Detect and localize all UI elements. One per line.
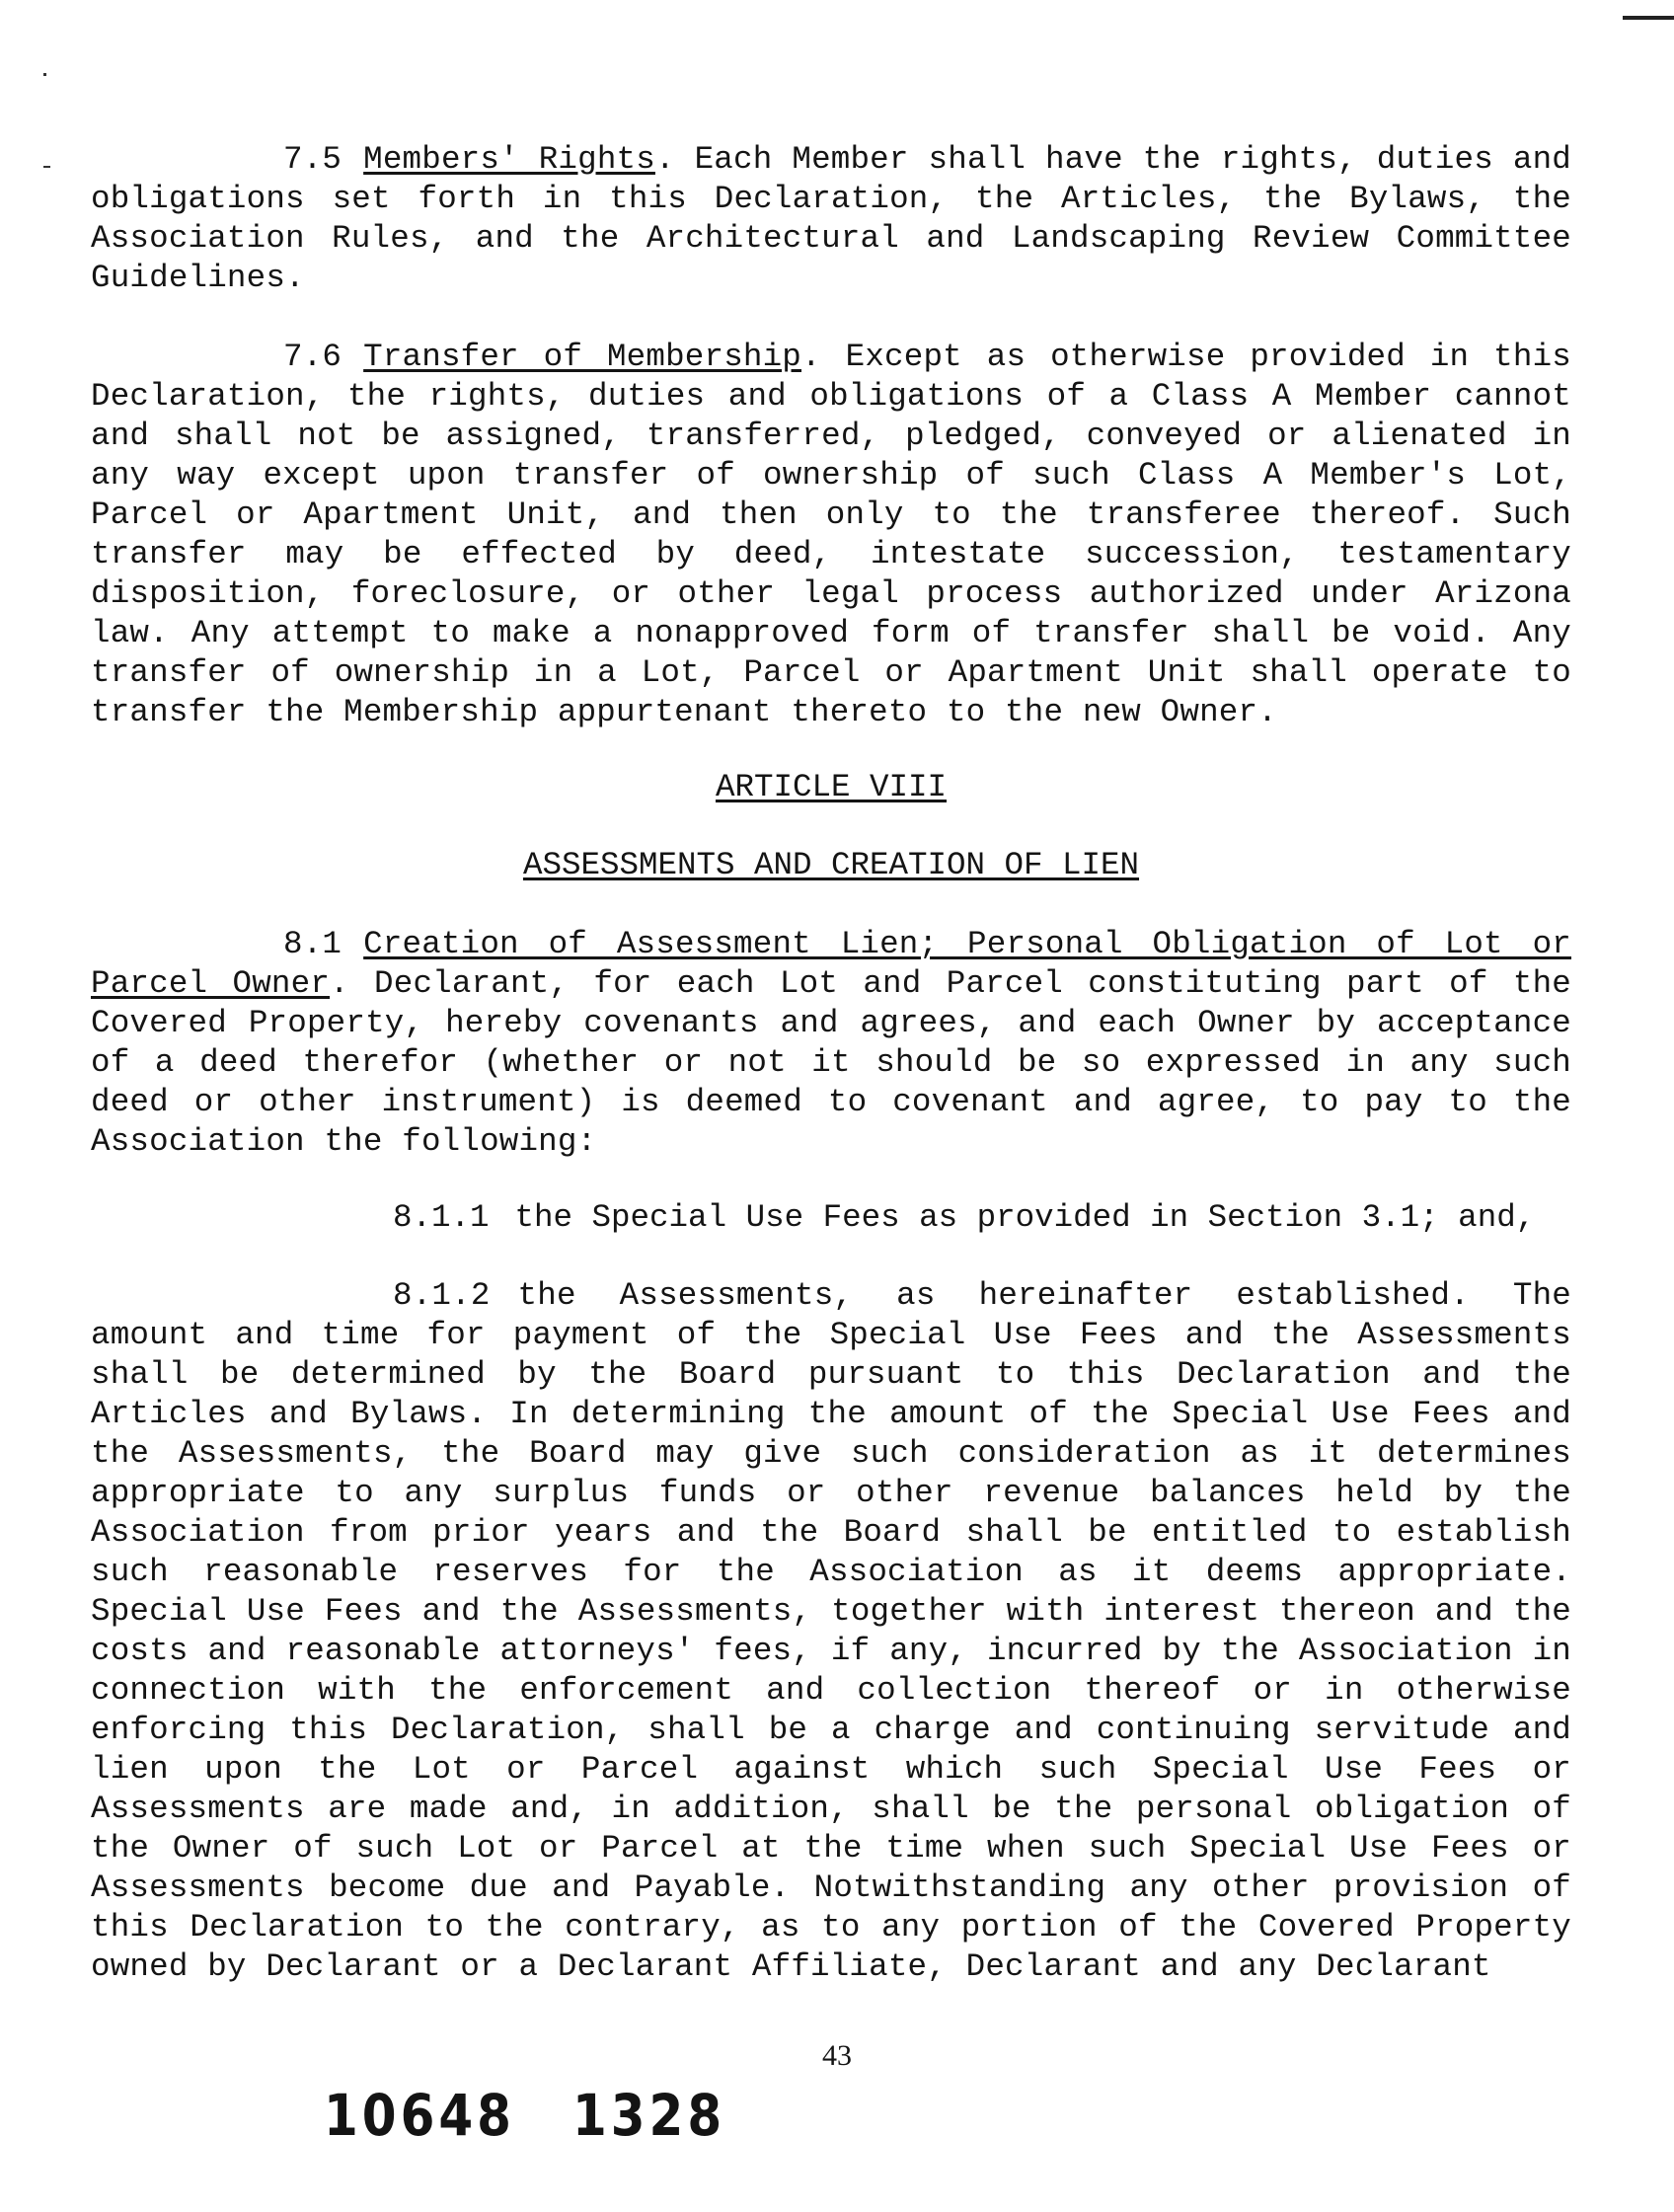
recording-stamp <box>324 2083 725 2149</box>
page-number: 43 <box>822 2039 852 2072</box>
scan-speck <box>43 166 50 168</box>
recording-page: 1328 <box>571 2083 726 2149</box>
section-heading: Transfer of Membership <box>363 339 802 375</box>
section-text: . Each Member shall have the rights, duties and obligations set forth in this Declaration, the Articles, the Bylaws, the Association Rules, and the Architectural and Landscaping Review Committee Guidelines. <box>91 141 1571 296</box>
section-number: 7.5 <box>283 141 342 178</box>
section-number: 8.1 <box>283 926 342 962</box>
item-text: the Special Use Fees as provided in Section 3.1; and, <box>514 1199 1536 1236</box>
item-8-1-1 <box>393 1198 1571 1238</box>
section-text: . Declarant, for each Lot and Parcel constituting part of the Covered Property, hereby covenants and agrees, and each Owner by acceptance of a deed therefor (whether or not it should be so expressed in any such deed or other instrument) is deemed to covenant and agree, to pay to the Association the following: <box>91 965 1571 1160</box>
recording-docket: 10648 <box>324 2083 515 2149</box>
section-number: 7.6 <box>283 339 342 375</box>
section-8-1 <box>91 925 1571 1162</box>
scan-speck <box>43 73 46 76</box>
item-number: 8.1.1 <box>393 1199 490 1236</box>
article-title: ARTICLE VIII <box>715 769 948 805</box>
item-8-1-2 <box>91 1276 1571 1987</box>
section-7-5 <box>91 140 1571 298</box>
section-heading: Creation of Assessment Lien; Personal Obligation of Lot or Parcel Owner <box>91 926 1571 1002</box>
article-subtitle: ASSESSMENTS AND CREATION OF LIEN <box>522 847 1140 883</box>
section-7-6 <box>91 338 1571 732</box>
section-heading: Members' Rights <box>363 141 655 178</box>
item-number: 8.1.2 <box>393 1277 491 1314</box>
section-text: . Except as otherwise provided in this Declaration, the rights, duties and obligations of a Class A Member cannot and shall not be assigned, transferred, pledged, conveyed or alienated in any way except upon transfer of ownership of such Class A Member's Lot, Parcel or Apartment Unit, and then only to the transferee thereof. Such transfer may be effected by deed, intestate succession, testamentary disposition, foreclosure, or other legal process authorized under Arizona law. Any attempt to make a nonapproved form of transfer shall be void. Any transfer of ownership in a Lot, Parcel or Apartment Unit shall operate to transfer the Membership appurtenant thereto to the new Owner. <box>91 339 1571 730</box>
scan-edge-mark <box>1623 16 1674 20</box>
item-text: the Assessments, as hereinafter established. The amount and time for payment of the Special Use Fees and the Assessments shall be determined by the Board pursuant to this Declaration and the Articles and Bylaws. In determining the amount of the Special Use Fees and the Assessments, the Board may give such consideration as it determines appropriate to any surplus funds or other revenue balances held by the Association from prior years and the Board shall be entitled to establish such reasonable reserves for the Association as it deems appropriate. Special Use Fees and the Assessments, together with interest thereon and the costs and reasonable attorneys' fees, if any, incurred by the Association in connection with the enforcement and collection thereof or in otherwise enforcing this Declaration, shall be a charge and continuing servitude and lien upon the Lot or Parcel against which such Special Use Fees or Assessments are made and, in addition, shall be the personal obligation of the Owner of such Lot or Parcel at the time when such Special Use Fees or Assessments become due and Payable. Notwithstanding any other provision of this Declaration to the contrary, as to any portion of the Covered Property owned by Declarant or a Declarant Affiliate, Declarant and any Declarant <box>91 1277 1571 1985</box>
